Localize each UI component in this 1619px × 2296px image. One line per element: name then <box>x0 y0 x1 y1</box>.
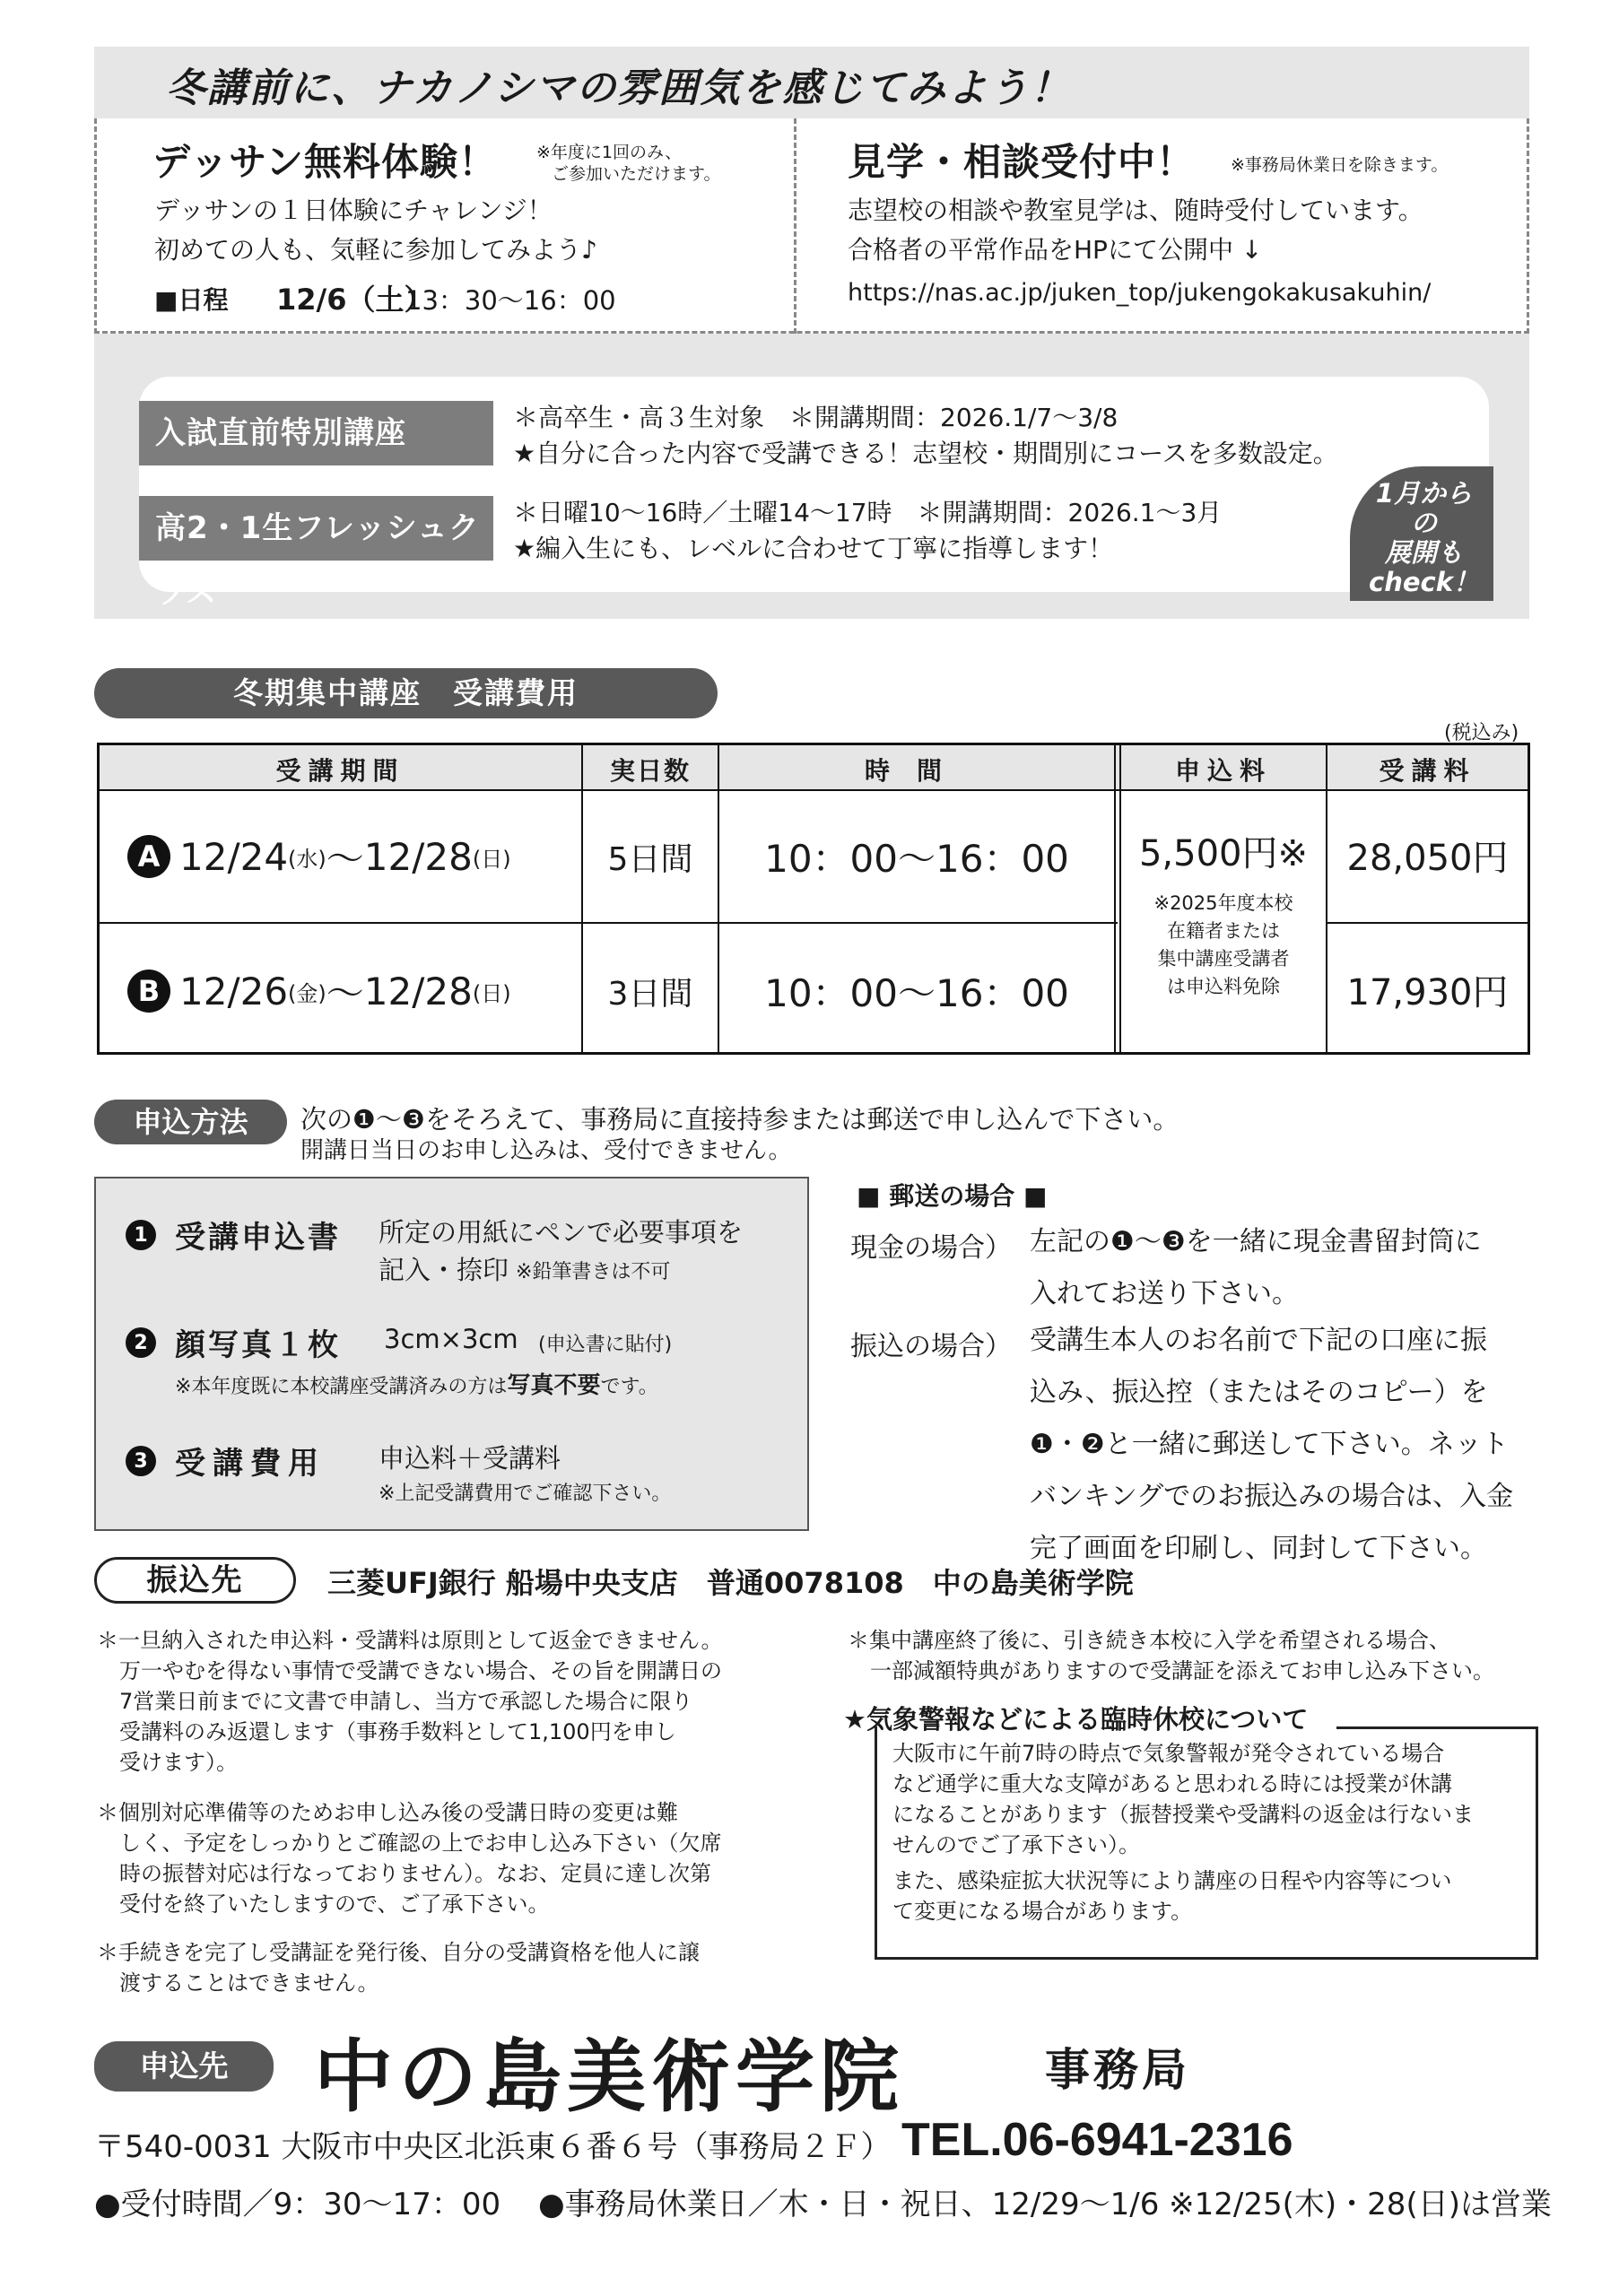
office-label: 事務局 <box>1045 2044 1190 2096</box>
th-period: 受講期間 <box>275 756 405 786</box>
dessin-date-time: 13：30〜16：00 <box>405 285 616 316</box>
change-note: ＊個別対応準備等のためお申し込み後の受講日時の変更は難 しく、予定をしっかりとご確認の上でお申し込み下さい（欠席 時の振替対応は行なっておりません）。なお、定員に達し次第 受付を終了いたしますので、ご了承下さい。 <box>97 1800 722 1917</box>
enrollment-note: ＊集中講座終了後に、引き続き本校に入学を希望される場合、 一部減額特典がありますので受講証を添えてお申し込み下さい。 <box>848 1628 1494 1683</box>
school-name: 中の島美術学院 <box>314 2031 905 2123</box>
req-title-1: 受講申込書 <box>175 1220 341 1256</box>
days-a: 5日間 <box>607 841 693 878</box>
dessin-note-1: ※年度に1回のみ、 <box>536 143 683 162</box>
dessin-date-value: 12/6（土） <box>276 283 433 317</box>
tuition-b: 17,930円 <box>1346 972 1509 1013</box>
visit-url-link[interactable]: https://nas.ac.jp/juken_top/jukengokakusakuhin/ <box>848 279 1432 307</box>
course-fresh-line-2: ★編入生にも、レベルに合わせて丁寧に指導します！ <box>513 534 1114 563</box>
req-desc-3: 申込料＋受講料 <box>379 1443 561 1474</box>
bank-info: 三菱UFJ銀行 船場中央支店 普通0078108 中の島美術学院 <box>327 1566 1134 1600</box>
period-a: A 12/24 (水) 〜 12/28 (日) <box>127 830 511 883</box>
time-b: 10：00〜16：00 <box>764 971 1069 1015</box>
refund-note: ＊一旦納入された申込料・受講料は原則として返金できません。 万一やむを得ない事情で受講できない場合、その旨を開講日の 7営業日前までに文書で申請し、当方で承認した場合に限り 受講料のみ返還します（事務手数料として1,100円を申し 受けます）。 <box>97 1628 723 1775</box>
bank-label: 振込先 <box>94 1557 296 1604</box>
method-line-2: 開講日当日のお申し込みは、受付できません。 <box>300 1137 792 1164</box>
req-note-2: ※本年度既に本校講座受講済みの方は写真不要です。 <box>175 1372 658 1399</box>
check-badge-text: 1月からの 展開も check！ <box>1369 478 1479 597</box>
method-line-1: 次の❶〜❸をそろえて、事務局に直接持参または郵送で申し込んで下さい。 <box>300 1104 1179 1135</box>
course-exam-line-2: ★自分に合った内容で受講できる！志望校・期間別にコースを多数設定。 <box>513 439 1338 468</box>
visit-title: 見学・相談受付中！ <box>848 140 1196 184</box>
transfer-text: 受講生本人のお名前で下記の口座に振 込み、振込控（またはそのコピー）を ❶・❷と一緒に郵送して下さい。ネット バンキングでのお振込みの場合は、入金 完了画面を印刷し、同封して下さい。 <box>1030 1325 1514 1564</box>
apply-label: 申込先 <box>94 2041 274 2092</box>
app-fee-note: ※2025年度本校 在籍者または 集中講座受講者 は申込料免除 <box>1153 892 1293 997</box>
req-number-1: 1 <box>126 1220 156 1250</box>
method-label: 申込方法 <box>94 1100 287 1144</box>
visit-line-1: 志望校の相談や教室見学は、随時受付しています。 <box>848 196 1423 225</box>
top-divider <box>794 118 796 334</box>
cash-text: 左記の❶〜❸を一緒に現金書留封筒に 入れてお送り下さい。 <box>1030 1226 1482 1309</box>
time-a: 10：00〜16：00 <box>764 837 1069 881</box>
phone-number[interactable]: TEL.06-6941-2316 <box>901 2114 1293 2166</box>
th-tuition: 受講料 <box>1379 756 1476 786</box>
weather-box-top <box>1336 1726 1538 1729</box>
visit-note: ※事務局休業日を除きます。 <box>1231 155 1449 175</box>
dessin-line-2: 初めての人も、気軽に参加してみよう♪ <box>154 235 597 265</box>
dessin-date-label: ■日程 <box>154 285 229 315</box>
course-label-exam: 入試直前特別講座 <box>139 401 493 465</box>
course-letter-a: A <box>127 835 170 878</box>
th-time: 時間 <box>864 756 969 786</box>
office-holidays: ●事務局休業日／木・日・祝日、12/29〜1/6 ※12/25(木)・28(日)は営業 <box>538 2187 1552 2222</box>
tax-note: (税込み) <box>1444 722 1519 744</box>
app-fee: 5,500円※ <box>1138 833 1309 874</box>
req-note-3: ※上記受講費用でご確認下さい。 <box>379 1483 672 1505</box>
fee-heading: 冬期集中講座 受講費用 <box>233 675 579 710</box>
fee-table-col-rule <box>1114 745 1116 1052</box>
weather-heading: ★気象警報などによる臨時休校について <box>843 1704 1309 1735</box>
req-desc-1b: 記入・捺印 <box>379 1255 509 1285</box>
cash-label: 現金の場合） <box>850 1232 1012 1264</box>
req-desc-2: 3cm×3cm <box>384 1324 518 1354</box>
banner-title: 冬講前に、ナカノシマの雰囲気を感じてみよう！ <box>166 65 1072 111</box>
th-app-fee: 申込料 <box>1174 756 1272 786</box>
transfer-label: 振込の場合） <box>850 1331 1012 1362</box>
weather-text: 大阪市に午前7時の時点で気象警報が発令されている場合 など通学に重大な支障があると思われる時には授業が休講 になることがあります（振替授業や受講料の返金は行ないま せんのでご了承下さい）。 また、感染症拡大状況等により講座の日程や内容等につい て変更になる場合があります。 <box>892 1741 1474 1924</box>
fee-table-rule <box>100 789 1528 791</box>
dessin-line-1: デッサンの１日体験にチャレンジ！ <box>154 196 553 225</box>
req-number-2: 2 <box>126 1327 156 1358</box>
address: 〒540-0031 大阪市中央区北浜東６番６号（事務局２Ｆ） <box>94 2129 892 2165</box>
period-b: B 12/26 (金) 〜 12/28 (日) <box>127 964 511 1018</box>
fee-table-rule <box>100 922 1118 924</box>
th-days: 実日数 <box>609 756 691 786</box>
tuition-a: 28,050円 <box>1346 838 1509 879</box>
course-label-fresh: 高2・1生フレッシュクラス <box>139 496 493 561</box>
fee-table-rule <box>1327 922 1528 924</box>
mail-heading: ■ 郵送の場合 ■ <box>857 1181 1048 1211</box>
req-note-1: ※鉛筆書きは不可 <box>516 1261 671 1283</box>
days-b: 3日間 <box>607 976 693 1013</box>
req-title-2: 顔写真１枚 <box>175 1327 341 1363</box>
transfer-note: ＊手続きを完了し受講証を発行後、自分の受講資格を他人に譲 渡することはできません。 <box>97 1940 700 1996</box>
office-hours: ●受付時間／9：30〜17：00 <box>94 2187 501 2222</box>
course-letter-b: B <box>127 970 170 1013</box>
req-desc-2-note: (申込書に貼付) <box>538 1334 673 1356</box>
dessin-title: デッサン無料体験！ <box>152 140 498 184</box>
course-exam-line-1: ＊高卒生・高３生対象 ＊開講期間：2026.1/7〜3/8 <box>513 403 1119 432</box>
req-desc-1: 所定の用紙にペンで必要事項を <box>379 1217 744 1248</box>
dessin-note-2: ご参加いただけます。 <box>552 164 721 184</box>
visit-line-2: 合格者の平常作品をHPにて公開中 ↓ <box>848 235 1263 265</box>
course-fresh-line-1: ＊日曜10〜16時／土曜14〜17時 ＊開講期間：2026.1〜3月 <box>513 498 1223 527</box>
req-number-3: 3 <box>126 1446 156 1476</box>
req-title-3: 受講費用 <box>175 1446 326 1482</box>
